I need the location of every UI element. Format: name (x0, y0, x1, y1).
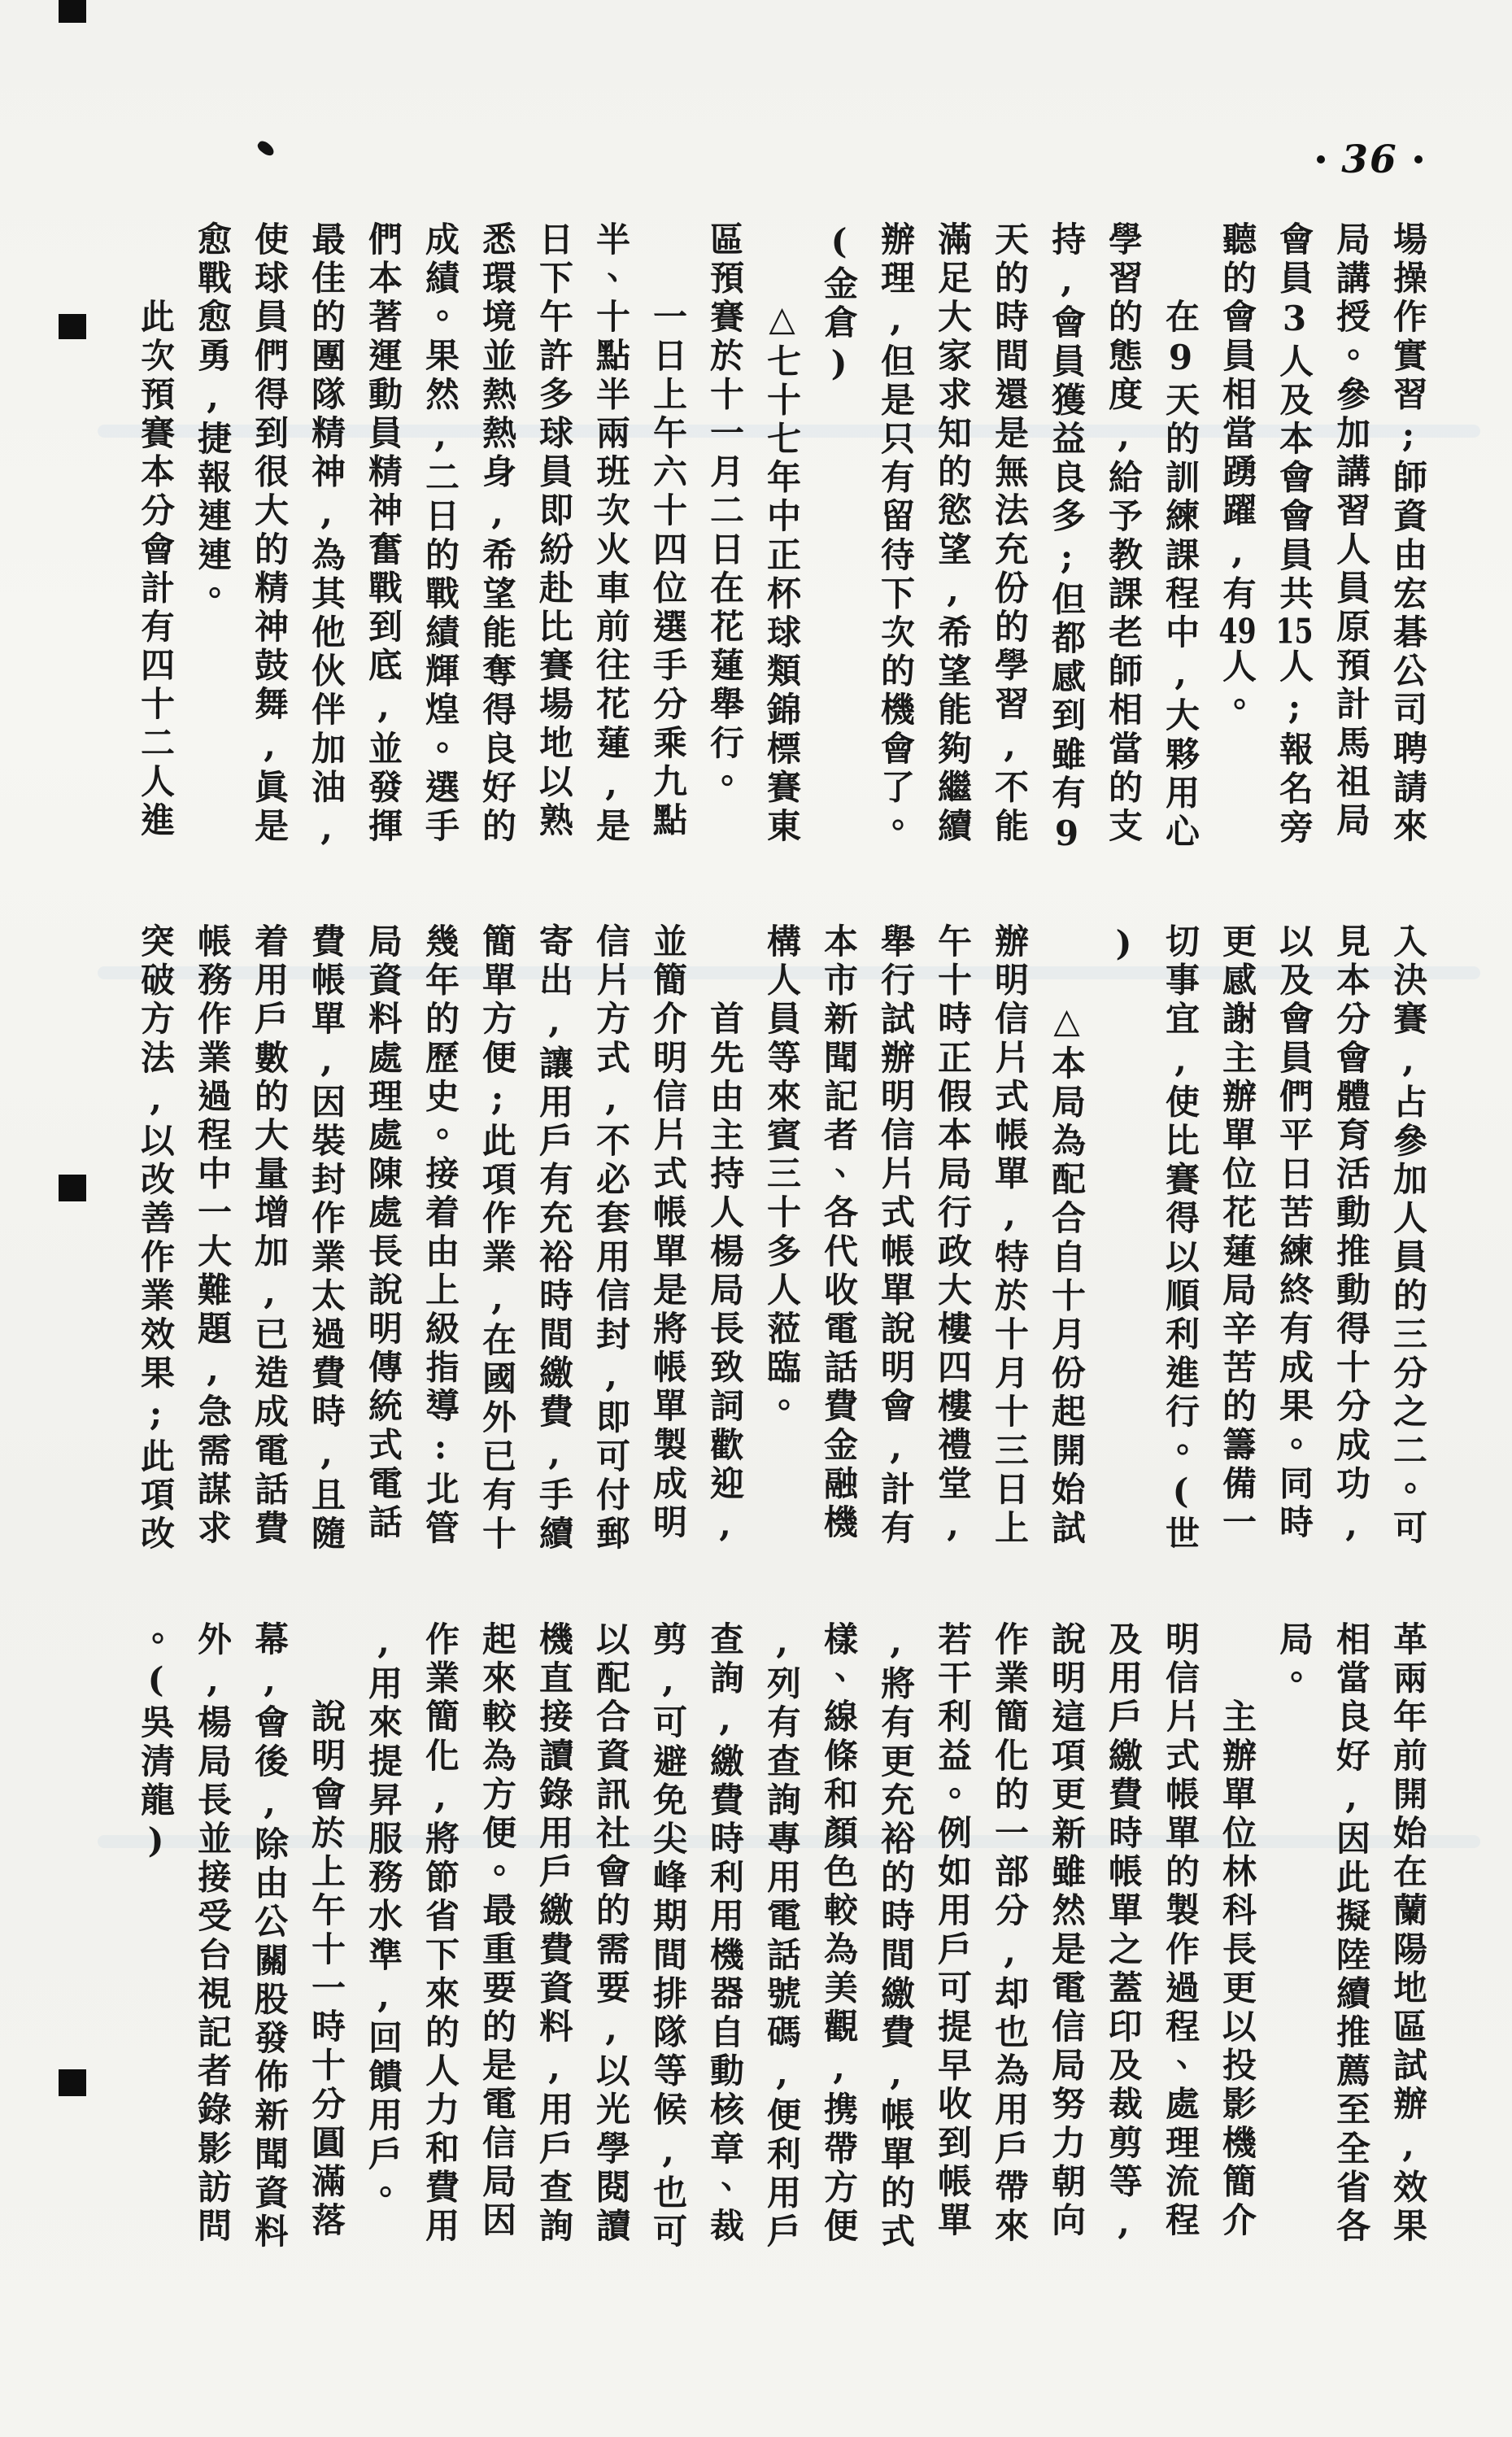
text-column: 此次預賽本分會計有四十二人進 (136, 221, 176, 841)
text-column: 更感謝主辦單位花蓮局辛苦的籌備一 (1218, 923, 1257, 1543)
text-column: 首先由主持人楊局長致詞歡迎, (705, 923, 745, 1549)
text-column: 樣、線條和顏色較為美觀,携帶方便 (819, 1621, 859, 2247)
text-column: 天的時間還是無法充份的學習,不能 (990, 221, 1030, 847)
text-column: 悉環境並熱熱身,希望能奪得良好的 (477, 221, 517, 847)
registration-mark (59, 1175, 86, 1201)
registration-mark (59, 314, 86, 339)
text-column: 帳務作業過程中一大難題,急需謀求 (193, 923, 233, 1549)
text-column: ) (1104, 923, 1144, 968)
text-column: 辦明信片式帳單,特於十月十三日上 (990, 923, 1030, 1549)
text-column: 午十時正假本局行政大樓四樓禮堂, (933, 923, 973, 1549)
text-column: 局講授。參加講習人員原預計馬祖局 (1331, 221, 1371, 841)
article-band-middle (127, 923, 1436, 1556)
text-column: 以配合資訊社會的需要,以光學閱讀 (591, 1621, 631, 2247)
text-column: 機直接讀錄用戶繳費資料,用戶查詢 (534, 1621, 574, 2247)
text-column: 幕,會後,除由公關股發佈新聞資料 (250, 1621, 290, 2252)
text-column: 明信片式帳單的製作過程、處理流程 (1161, 1621, 1200, 2241)
text-column: 入決賽,占參加人員的三分之二。可 (1388, 923, 1428, 1549)
text-column: 作業簡化,將節省下來的人力和費用 (420, 1621, 460, 2247)
page-number-dot (1414, 155, 1423, 163)
text-column: 主辦單位林科長更以投影機簡介 (1218, 1621, 1257, 2241)
text-column: 局資料處理處陳處長說明傳統式電話 (364, 923, 403, 1543)
text-column: ,用來提昇服務水準,回饋用戶。 (364, 1621, 403, 2213)
text-column: 若干利益。例如用戶可提早收到帳單 (933, 1621, 973, 2241)
text-column: 查詢,繳費時利用機器自動核章、裁 (705, 1621, 745, 2247)
page-number-value: 36 (1341, 137, 1398, 182)
text-column: 會員3人及本會會員共15人;報名旁 (1275, 221, 1314, 848)
text-column: 半、十點半兩班次火車前往花蓮,是 (591, 221, 631, 847)
registration-mark (59, 2069, 86, 2096)
text-column: 最佳的團隊精神,為其他伙伴加油, (307, 221, 346, 852)
text-column: 日下午許多球員即紛赴比賽場地以熟 (534, 221, 574, 841)
text-column: 以及會員們平日苦練終有成果。同時 (1275, 923, 1314, 1543)
text-column: 相當良好,因此擬陸續推薦至全省各 (1331, 1621, 1371, 2247)
text-column: △本局為配合自十月份起開始試 (1047, 923, 1087, 1549)
text-column: 使球員們得到很大的精神鼓舞,眞是 (250, 221, 290, 847)
text-column: 及用戶繳費時帳單之蓋印及裁剪等, (1104, 1621, 1144, 2247)
text-column: 辦理,但是只有留待下次的機會了。 (876, 221, 916, 847)
text-column: 在9天的訓練課程中,大夥用心 (1161, 221, 1200, 852)
text-column: 學習的態度,給予教課老師相當的支 (1104, 221, 1144, 847)
text-column: 剪,可避免尖峰期間排隊等候,也可 (648, 1621, 688, 2252)
text-column: 並簡介明信片式帳單是將帳單製成明 (648, 923, 688, 1543)
text-column: 簡單方便;此項作業,在國外已有十 (477, 923, 517, 1554)
ink-smudge (255, 139, 276, 159)
text-column: △七十七年中正杯球類錦標賽東 (762, 221, 802, 847)
text-column: 們本著運動員精神奮戰到底,並發揮 (364, 221, 403, 847)
article-band-top (127, 221, 1436, 858)
text-column: 信片方式,不必套用信封,即可付郵 (591, 923, 631, 1554)
page-number-dot (1317, 155, 1325, 163)
text-column: 作業簡化的一部分,却也為用戶帶來 (990, 1621, 1030, 2247)
text-column: 說明這項更新雖然是電信局努力朝向 (1047, 1621, 1087, 2241)
text-column: 說明會於上午十一時十分圓滿落 (307, 1621, 346, 2241)
text-column: 切事宜,使比賽得以順利進行。(世 (1161, 923, 1200, 1554)
text-column: 見本分會體育活動推動得十分成功, (1331, 923, 1371, 1549)
text-column: 革兩年前開始在蘭陽地區試辦,效果 (1388, 1621, 1428, 2247)
text-column: 舉行試辦明信片式帳單說明會,計有 (876, 923, 916, 1549)
text-column: 滿足大家求知的慾望,希望能夠繼續 (933, 221, 973, 847)
text-column: 幾年的歷史。接着由上級指導:北管 (420, 923, 460, 1549)
text-column: 成績。果然,二日的戰績輝煌。選手 (420, 221, 460, 847)
text-column: 外,楊局長並接受台視記者錄影訪問 (193, 1621, 233, 2247)
text-column: 構人員等來賓三十多人蒞臨。 (762, 923, 802, 1427)
text-column: 愈戰愈勇,捷報連連。 (193, 221, 233, 614)
text-column: 場操作實習;師資由宏碁公司聘請來 (1388, 221, 1428, 847)
text-column: 一日上午六十四位選手分乘九點 (648, 221, 688, 841)
text-column: ,將有更充裕的時間繳費,帳單的式 (876, 1621, 916, 2252)
text-column: 着用戶數的大量增加,已造成電話費 (250, 923, 290, 1549)
text-column: 區預賽於十一月二日在花蓮舉行。 (705, 221, 745, 802)
text-column: 局。 (1275, 1621, 1314, 1699)
text-column: 寄出,讓用戶有充裕時間繳費,手續 (534, 923, 574, 1554)
text-column: (金倉) (819, 221, 859, 388)
registration-mark (59, 0, 86, 23)
text-column: 聽的會員相當踴躍,有49人。 (1218, 221, 1257, 726)
text-column: 突破方法,以改善作業效果;此項改 (136, 923, 176, 1554)
page-number (1300, 138, 1440, 181)
text-column: 起來較為方便。最重要的是電信局因 (477, 1621, 517, 2241)
text-column: ,列有查詢專用電話號碼,便利用戶 (762, 1621, 802, 2252)
text-column: 費帳單,因裝封作業太過費時,且隨 (307, 923, 346, 1554)
text-column: 本市新聞記者、各代收電話費金融機 (819, 923, 859, 1543)
text-column: 持,會員獲益良多;但都感到雖有9 (1047, 221, 1087, 858)
text-column: 。(吳清龍) (136, 1621, 176, 1865)
article-band-bottom (127, 1621, 1436, 2254)
